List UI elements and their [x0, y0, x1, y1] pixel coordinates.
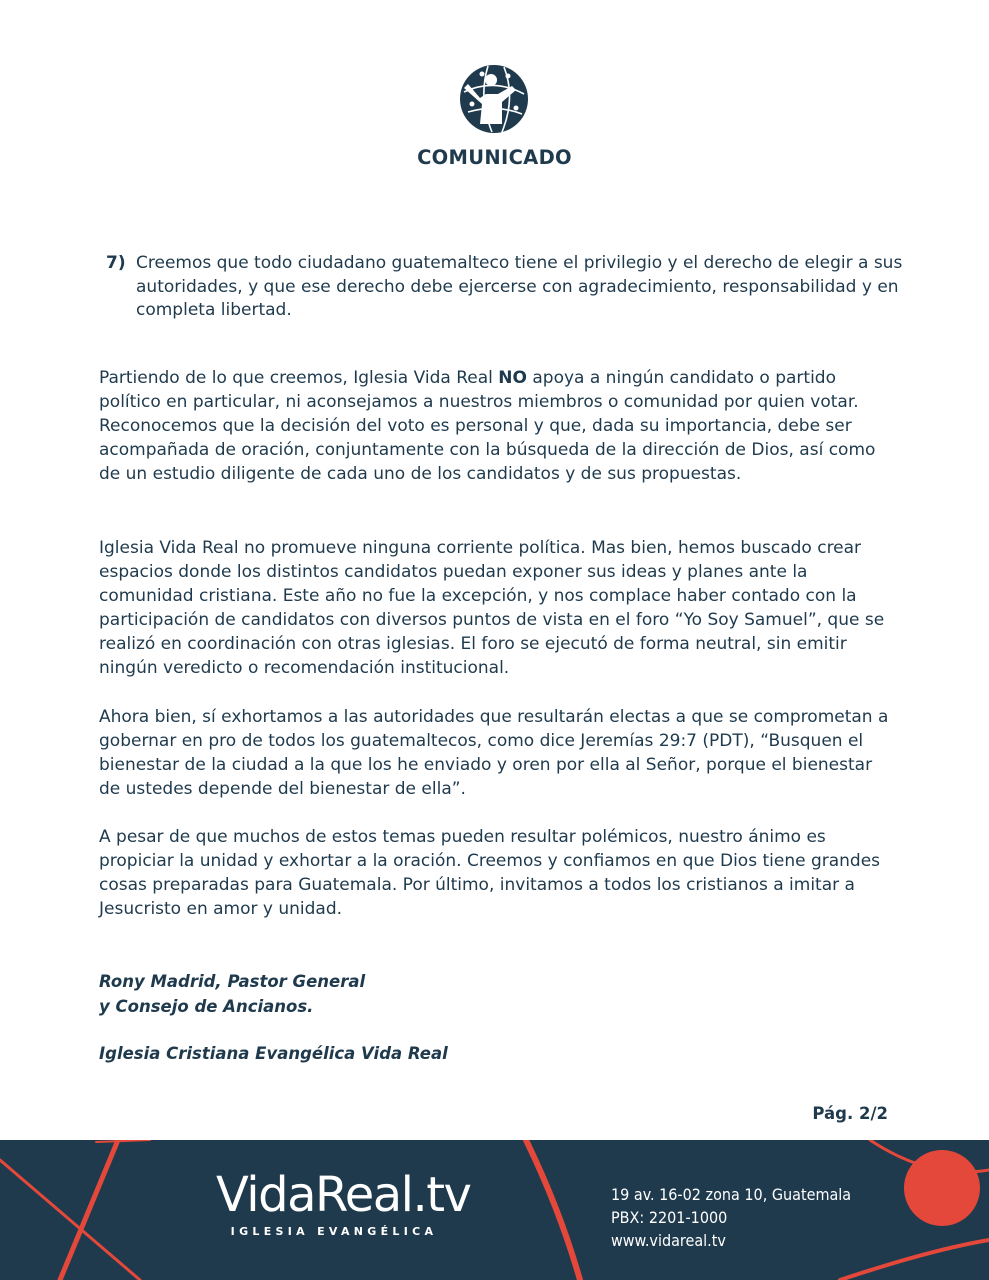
website-link[interactable]: www.vidareal.tv [611, 1231, 726, 1250]
page-number: Pág. 2/2 [812, 1104, 888, 1123]
paragraph: Iglesia Vida Real no promueve ninguna corriente política. Mas bien, hemos buscado crear espacios donde los distintos candidatos puedan exponer sus ideas y planes ante la comunidad cristiana. Este año no fue la excepción, y nos complace haber contado con la participación de candidatos con diversos puntos de vista en el foro “Yo Soy Samuel”, que se realizó en coordinación con otras iglesias. El foro se ejecutó de forma neutral, sin emitir ningún veredicto o recomendación institucional. [99, 538, 885, 678]
contact-info [611, 1183, 851, 1252]
paragraph [99, 367, 889, 487]
brand-logo [216, 1167, 471, 1238]
page-title: COMUNICADO [417, 146, 572, 169]
globe-person-icon [458, 64, 530, 134]
list-item-number: 7) [106, 253, 126, 273]
signature-council: y Consejo de Ancianos. [99, 996, 314, 1016]
brand-tagline: IGLESIA EVANGÉLICA [230, 1225, 438, 1238]
paragraph: Ahora bien, sí exhortamos a las autoridades que resultarán electas a que se comprometan a gobernar en pro de todos los guatemaltecos, como dice Jeremías 29:7 (PDT), “Busquen el bienestar de la ciudad a la que los he enviado y oren por ella al Señor, porque el bienestar de ustedes depende del bienestar de ella”. [99, 707, 889, 799]
signature-church: Iglesia Cristiana Evangélica Vida Real [99, 1044, 448, 1063]
footer [0, 1140, 989, 1280]
emphasis-text: NO [498, 368, 527, 388]
signature-name: Rony Madrid, Pastor General [99, 972, 366, 991]
list-item-text: Creemos que todo ciudadano guatemalteco tiene el privilegio y el derecho de elegir a sus autoridades, y que ese derecho debe ejercerse con agradecimiento, responsabilidad y en completa libertad. [136, 253, 903, 320]
phone-text: PBX: 2201-1000 [611, 1208, 728, 1227]
brand-name: VidaReal.tv [216, 1167, 471, 1223]
paragraph-text: apoya a ningún candidato o partido político en particular, ni aconsejamos a nuestros miembros o comunidad por quien votar. Reconocemos que la decisión del voto es personal y que, dada su importancia, debe ser acompañada de oración, conjuntamente con la búsqueda de la dirección de Dios, así como de un estudio diligente de cada uno de los candidatos y de sus propuestas. [99, 368, 876, 484]
paragraph: A pesar de que muchos de estos temas pueden resultar polémicos, nuestro ánimo es propiciar la unidad y exhortar a la oración. Creemos y confiamos en que Dios tiene grandes cosas preparadas para Guatemala. Por último, invitamos a todos los cristianos a imitar a Jesucristo en amor y unidad. [99, 827, 881, 919]
address-text: 19 av. 16-02 zona 10, Guatemala [611, 1185, 852, 1204]
signature-block [99, 970, 365, 1019]
paragraph-text: Partiendo de lo que creemos, Iglesia Vida Real [99, 368, 499, 388]
